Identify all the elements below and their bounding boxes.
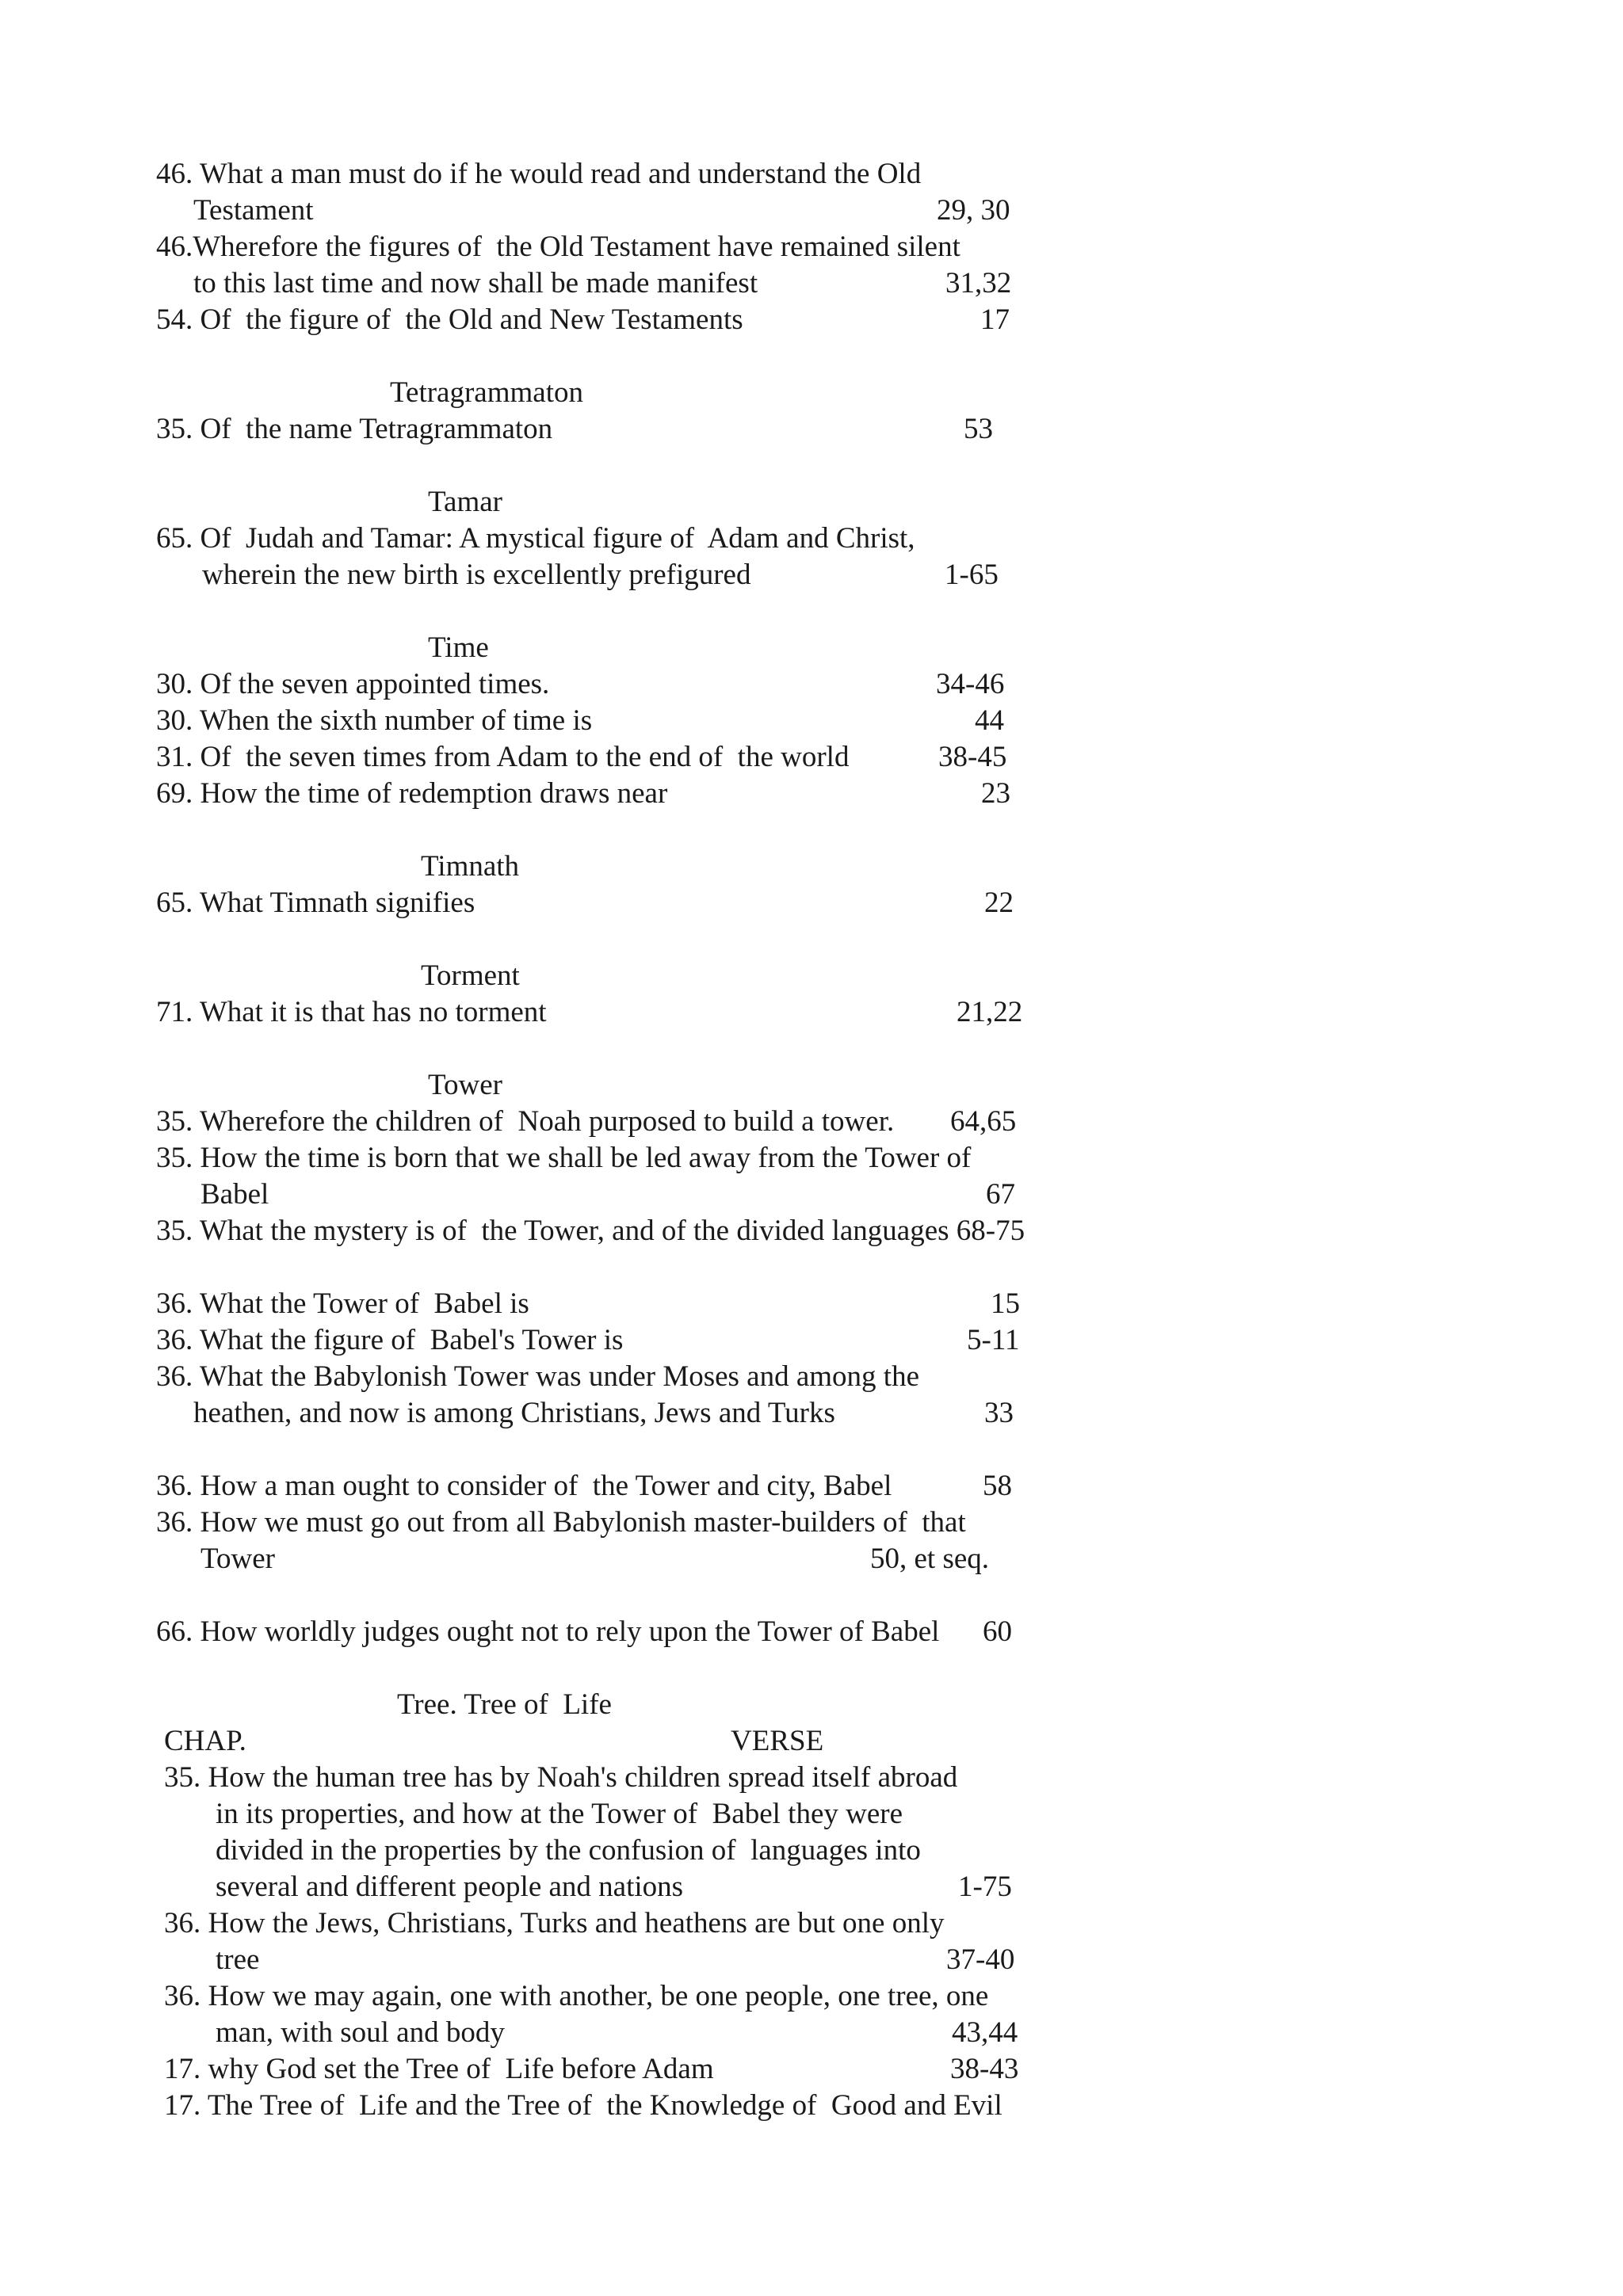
entry-text: 36. How the Jews, Christians, Turks and heathens are but one only [164, 1907, 945, 1939]
entry-text: 36. How a man ought to consider of the Tower and city, Babel [156, 1470, 892, 1502]
section-heading: Time [428, 631, 489, 664]
entry-verse: 29, 30 [937, 194, 1010, 227]
entry-verse: 23 [981, 777, 1010, 810]
entry-text: 30. Of the seven appointed times. [156, 668, 550, 700]
column-header-chap: CHAP. [164, 1725, 246, 1757]
entry-text: 69. How the time of redemption draws near [156, 777, 668, 810]
entry-text: 36. How we may again, one with another, be one people, one tree, one [164, 1980, 989, 2012]
entry-text: several and different people and nations [216, 1871, 684, 1903]
entry-text: 71. What it is that has no torment [156, 996, 547, 1028]
entry-verse: 33 [984, 1397, 1014, 1429]
entry-text: tree [216, 1943, 260, 1976]
entry-text: 65. Of Judah and Tamar: A mystical figure of Adam and Christ, [156, 522, 915, 555]
entry-verse: 15 [991, 1287, 1020, 1320]
entry-verse: 21,22 [957, 996, 1023, 1028]
section-heading: Tree. Tree of Life [397, 1688, 612, 1721]
entry-text: 35. How the time is born that we shall be led away from the Tower of [156, 1142, 972, 1174]
entry-text: Babel [200, 1178, 269, 1211]
entry-text: 54. Of the figure of the Old and New Testaments [156, 303, 743, 336]
entry-verse: 43,44 [952, 2016, 1018, 2049]
section-heading: Timnath [421, 850, 520, 883]
entry-verse: 44 [975, 704, 1004, 737]
entry-verse: 5-11 [967, 1324, 1020, 1356]
entry-text: 30. When the sixth number of time is [156, 704, 593, 737]
entry-verse: 31,32 [945, 267, 1012, 299]
entry-verse: 53 [964, 413, 993, 445]
entry-verse: 38-43 [950, 2053, 1019, 2085]
entry-text: 36. What the Babylonish Tower was under Moses and among the [156, 1360, 920, 1393]
section-heading: Tamar [428, 486, 502, 518]
entry-text: 65. What Timnath signifies [156, 887, 475, 919]
entry-text: 17. why God set the Tree of Life before Adam [164, 2053, 714, 2085]
entry-text: to this last time and now shall be made manifest [193, 267, 758, 299]
column-header-verse: VERSE [731, 1725, 824, 1757]
entry-text: 17. The Tree of Life and the Tree of the Knowledge of Good and Evil [164, 2089, 1002, 2122]
entry-text: 66. How worldly judges ought not to rely upon the Tower of Babel [156, 1615, 940, 1648]
entry-verse: 50, et seq. [870, 1543, 990, 1575]
entry-verse: 67 [986, 1178, 1015, 1211]
entry-text: 35. Of the name Tetragrammaton [156, 413, 553, 445]
entry-text: 36. What the Tower of Babel is [156, 1287, 529, 1320]
entry-text: Testament [193, 194, 314, 227]
entry-verse: 60 [983, 1615, 1012, 1648]
entry-verse: 1-75 [958, 1871, 1012, 1903]
entry-text: 35. What the mystery is of the Tower, and of the divided languages 68-75 [156, 1215, 1025, 1247]
entry-verse: 17 [980, 303, 1010, 336]
entry-text: heathen, and now is among Christians, Jews and Turks [193, 1397, 835, 1429]
entry-text: man, with soul and body [216, 2016, 505, 2049]
section-heading: Torment [421, 959, 520, 992]
entry-text: 35. How the human tree has by Noah's children spread itself abroad [164, 1761, 958, 1794]
entry-verse: 1-65 [945, 559, 999, 591]
entry-text: 31. Of the seven times from Adam to the end of the world [156, 741, 850, 773]
entry-text: 36. What the figure of Babel's Tower is [156, 1324, 624, 1356]
entry-text: 36. How we must go out from all Babylonish master-builders of that [156, 1506, 966, 1539]
entry-text: 35. Wherefore the children of Noah purposed to build a tower. [156, 1105, 895, 1138]
entry-verse: 58 [983, 1470, 1012, 1502]
entry-text: 46. What a man must do if he would read and understand the Old [156, 158, 922, 190]
entry-verse: 22 [984, 887, 1014, 919]
entry-text: in its properties, and how at the Tower of Babel they were [216, 1798, 903, 1830]
entry-text: wherein the new birth is excellently prefigured [202, 559, 751, 591]
entry-text: 46.Wherefore the figures of the Old Testament have remained silent [156, 231, 960, 263]
section-heading: Tower [428, 1069, 502, 1101]
entry-verse: 38-45 [938, 741, 1007, 773]
section-heading: Tetragrammaton [390, 376, 583, 409]
entry-verse: 64,65 [950, 1105, 1017, 1138]
entry-text: divided in the properties by the confusion of languages into [216, 1834, 921, 1867]
entry-text: Tower [200, 1543, 275, 1575]
entry-verse: 37-40 [946, 1943, 1015, 1976]
entry-verse: 34-46 [936, 668, 1005, 700]
